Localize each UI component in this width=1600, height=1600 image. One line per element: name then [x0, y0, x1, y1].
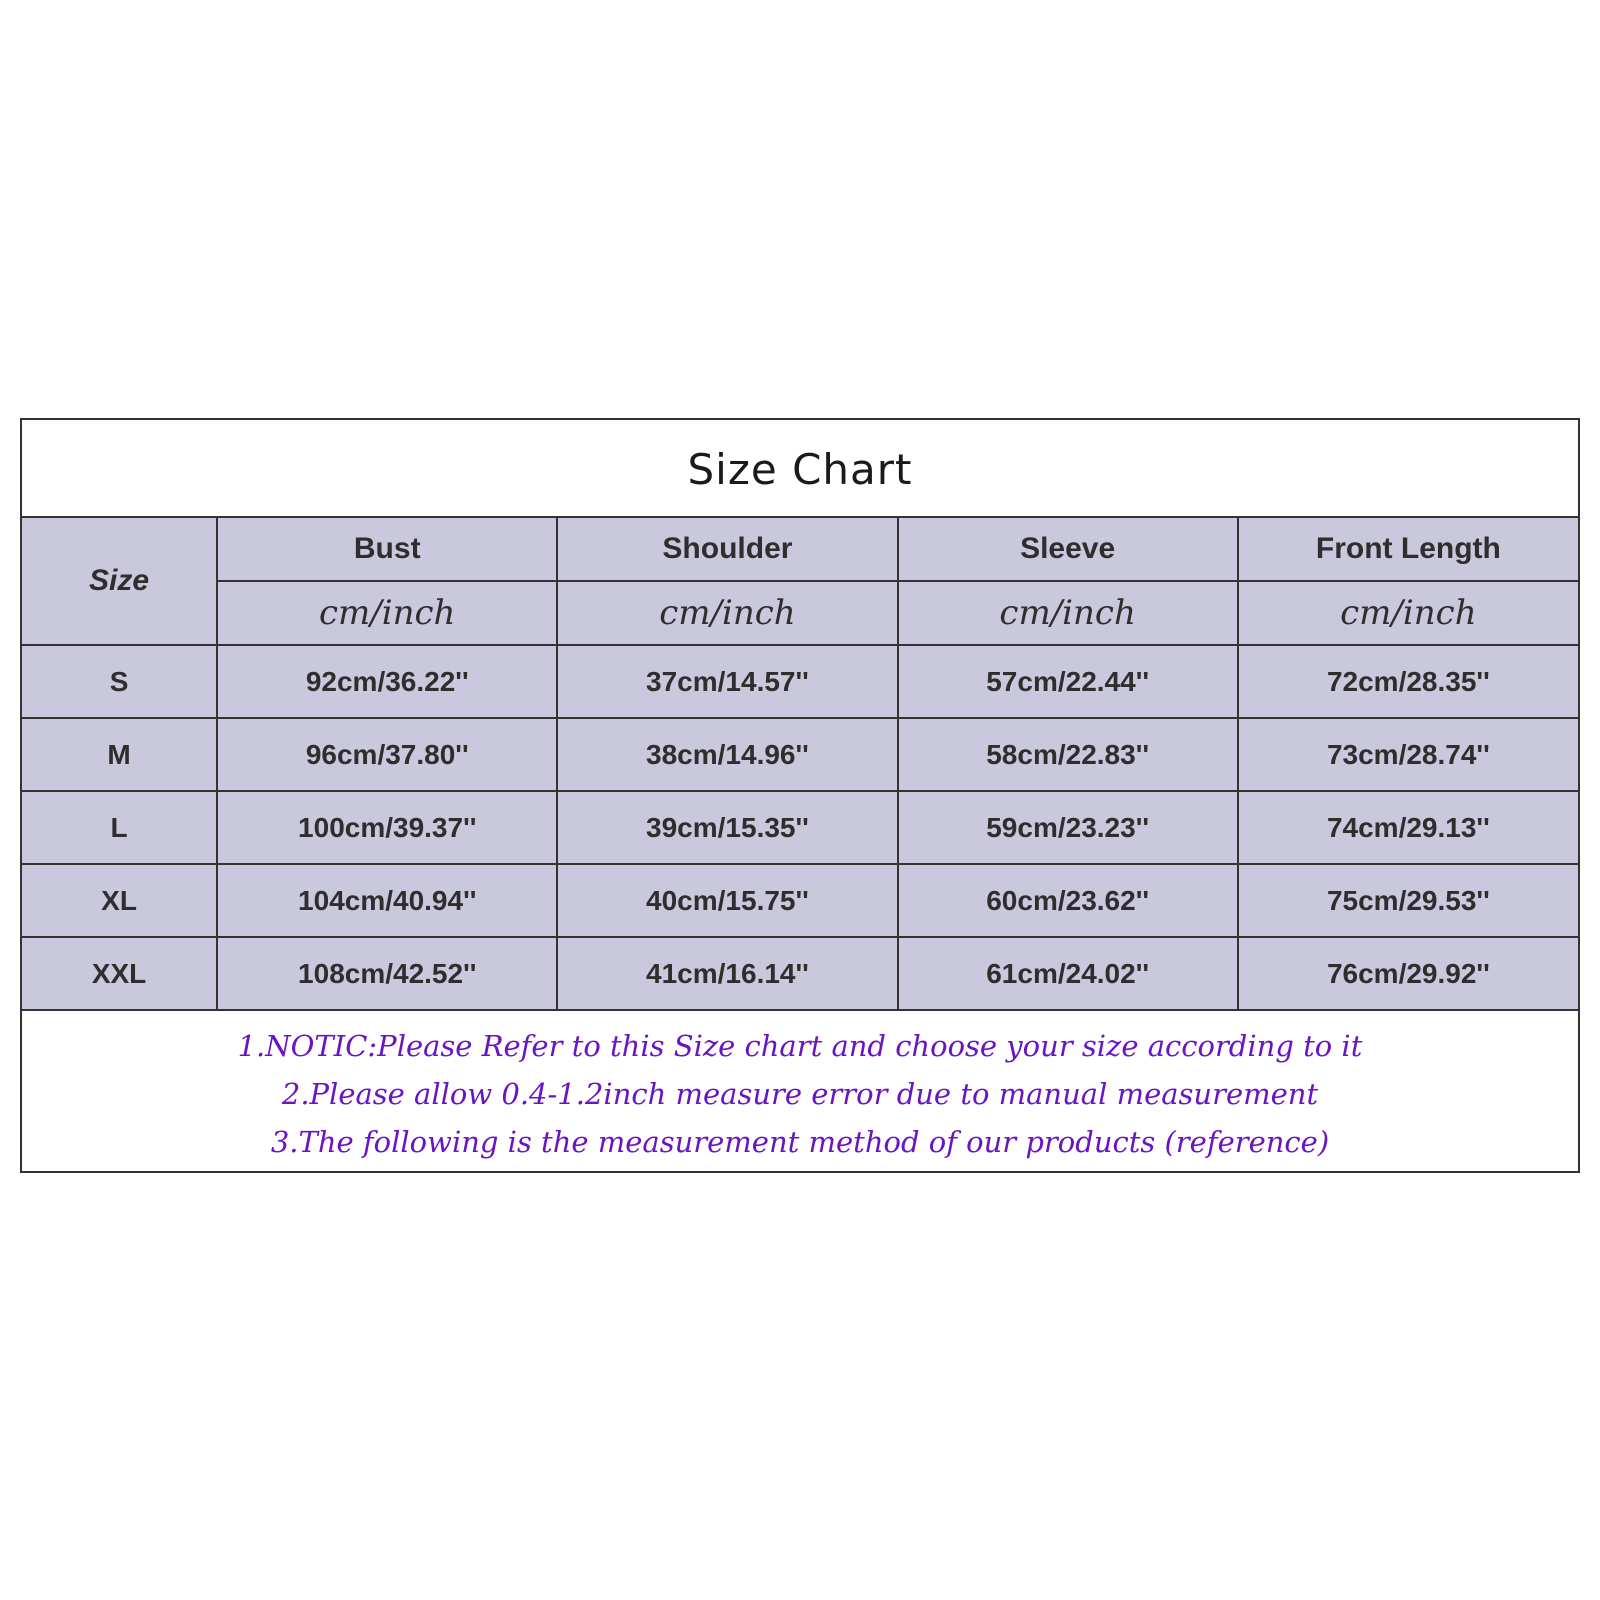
note-line: 2.Please allow 0.4-1.2inch measure error due to manual measurement	[281, 1077, 1319, 1111]
shoulder-cell: 40cm/15.75''	[557, 864, 897, 937]
size-cell: XL	[22, 864, 217, 937]
notes-section	[22, 1022, 1578, 1166]
bust-cell: 92cm/36.22''	[217, 645, 557, 718]
bust-cell: 96cm/37.80''	[217, 718, 557, 791]
unit-label-front-length: cm/inch	[1238, 581, 1578, 645]
table-row	[22, 645, 1578, 718]
chart-title: Size Chart	[687, 445, 913, 494]
table-row	[22, 864, 1578, 937]
front-length-cell: 72cm/28.35''	[1238, 645, 1578, 718]
size-cell: XXL	[22, 937, 217, 1010]
sleeve-cell: 57cm/22.44''	[898, 645, 1238, 718]
sleeve-cell: 60cm/23.62''	[898, 864, 1238, 937]
column-header-sleeve: Sleeve	[898, 517, 1238, 581]
sleeve-cell: 58cm/22.83''	[898, 718, 1238, 791]
header-row	[22, 517, 1578, 581]
note-line: 3.The following is the measurement method of our products (reference)	[270, 1125, 1330, 1159]
size-cell: M	[22, 718, 217, 791]
front-length-cell: 76cm/29.92''	[1238, 937, 1578, 1010]
front-length-cell: 73cm/28.74''	[1238, 718, 1578, 791]
front-length-cell: 75cm/29.53''	[1238, 864, 1578, 937]
table-row	[22, 791, 1578, 864]
shoulder-cell: 39cm/15.35''	[557, 791, 897, 864]
sleeve-cell: 61cm/24.02''	[898, 937, 1238, 1010]
size-table	[22, 516, 1578, 1011]
sleeve-cell: 59cm/23.23''	[898, 791, 1238, 864]
size-header-cell: Size	[22, 517, 217, 645]
table-row	[22, 718, 1578, 791]
unit-label-bust: cm/inch	[217, 581, 557, 645]
size-chart	[20, 418, 1580, 1173]
column-header-shoulder: Shoulder	[557, 517, 897, 581]
unit-label-shoulder: cm/inch	[557, 581, 897, 645]
bust-cell: 100cm/39.37''	[217, 791, 557, 864]
unit-label-sleeve: cm/inch	[898, 581, 1238, 645]
size-cell: S	[22, 645, 217, 718]
bust-cell: 104cm/40.94''	[217, 864, 557, 937]
table-row	[22, 937, 1578, 1010]
shoulder-cell: 41cm/16.14''	[557, 937, 897, 1010]
note-line: 1.NOTIC:Please Refer to this Size chart and choose your size according to it	[237, 1029, 1363, 1063]
size-cell: L	[22, 791, 217, 864]
bust-cell: 108cm/42.52''	[217, 937, 557, 1010]
column-header-front-length: Front Length	[1238, 517, 1578, 581]
shoulder-cell: 38cm/14.96''	[557, 718, 897, 791]
shoulder-cell: 37cm/14.57''	[557, 645, 897, 718]
front-length-cell: 74cm/29.13''	[1238, 791, 1578, 864]
unit-row	[22, 581, 1578, 645]
column-header-bust: Bust	[217, 517, 557, 581]
